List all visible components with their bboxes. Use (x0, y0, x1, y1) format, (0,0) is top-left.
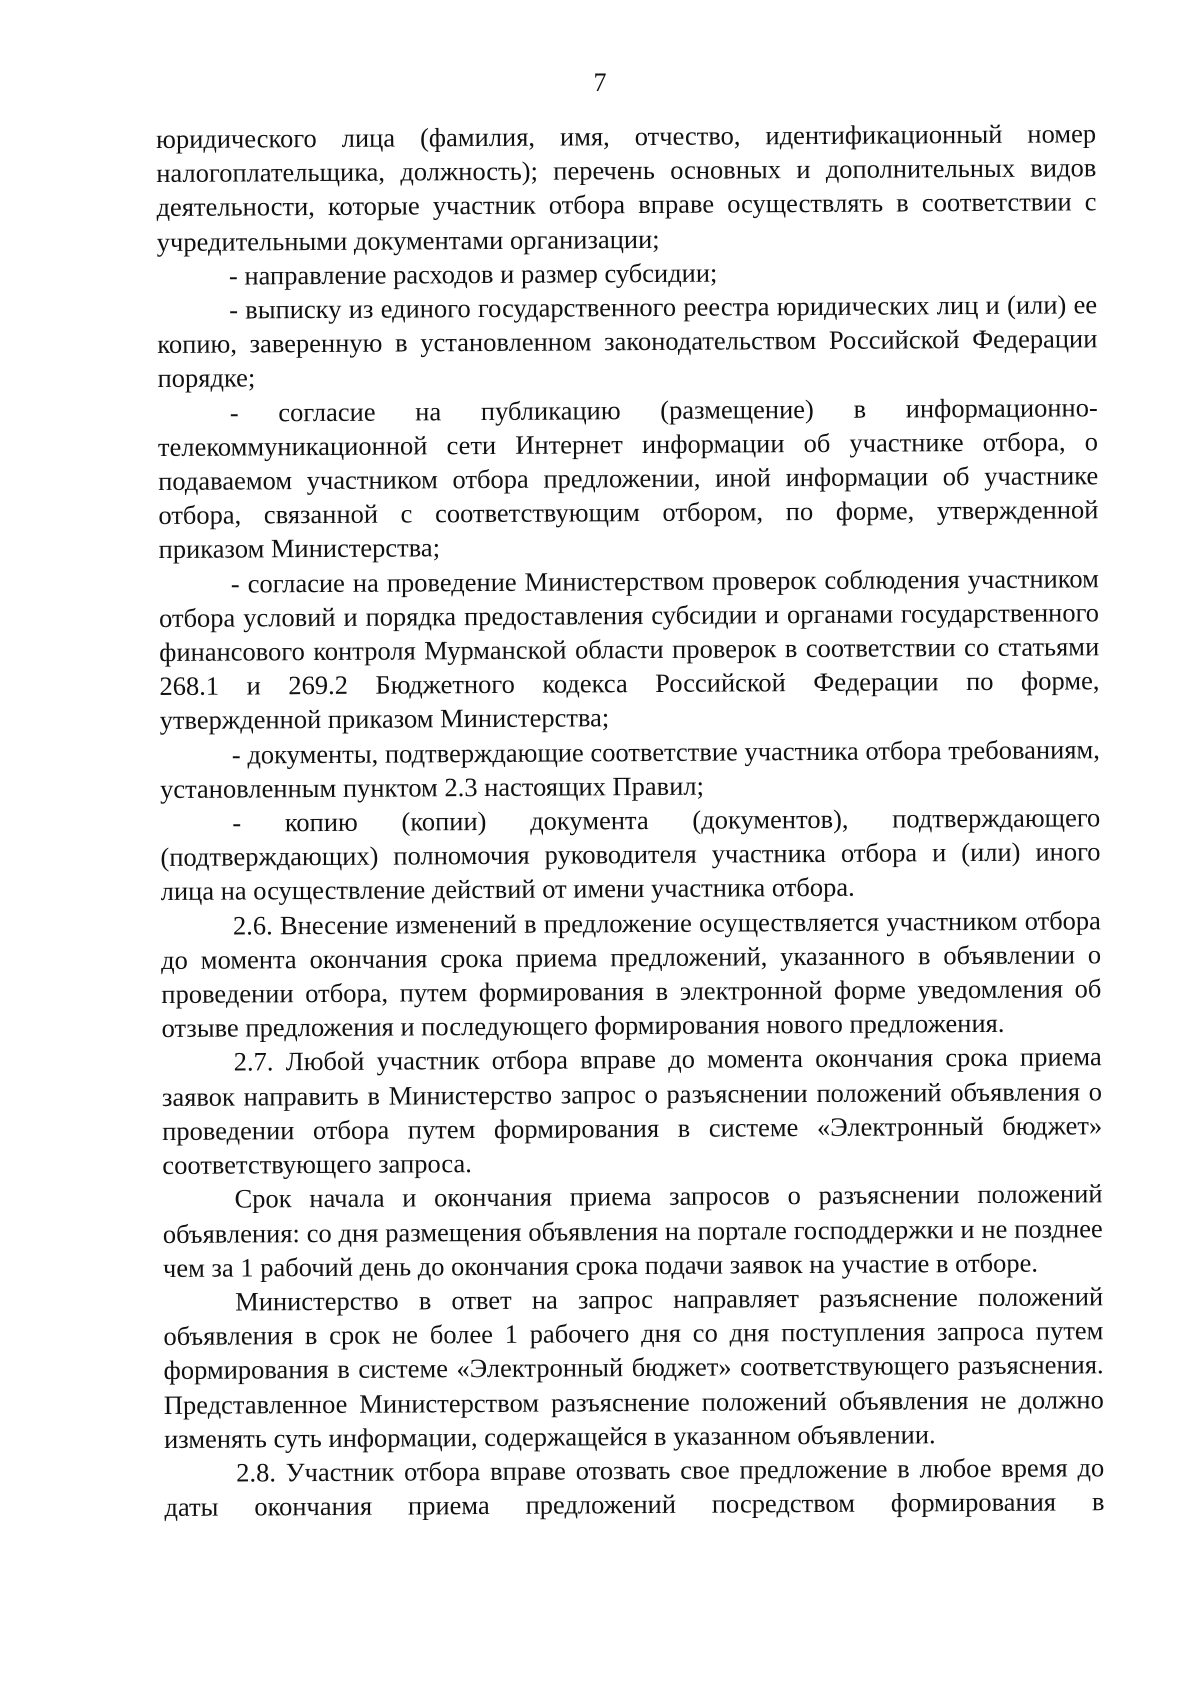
list-item-inspection-consent: - согласие на проведение Министерством проверок соблюдения участником отбора условий и порядка предоставления субсидии и органами государственного финансового контроля Мурманской области проверок в соответствии со статьями 268.1 и 269.2 Бюджетного кодекса Российской Федерации по форме, утвержденной приказом Министерства; (158, 562, 1100, 736)
paragraph-request-period: Срок начала и окончания приема запросов о разъяснении положений объявления: со дня размещения объявления на портале господдержки и не позднее чем за 1 рабочий день до окончания срока подачи заявок на участие в отборе. (162, 1178, 1103, 1283)
list-item-authority-copies: - копию (копии) документа (документов), подтверждающего (подтверждающих) полномочия руководителя участника отбора и (или) иного лица на осуществление действий от имени участника отбора. (160, 802, 1101, 907)
page-number: 7 (593, 68, 607, 97)
paragraph-legal-entity-info: юридического лица (фамилия, имя, отчество, идентификационный номер налогоплательщика, должность); перечень основных и дополнительных видов деятельности, которые участник отбора вправе осуществлять в соответствии с учредительными документами организации; (156, 118, 1097, 257)
document-body (156, 116, 1105, 1524)
list-item-publication-consent: - согласие на публикацию (размещение) в информационно-телекоммуникационной сети Интернет информации об участнике отбора, о подаваемом участником отбора предложении, иной информации об участнике отбора, связанной с соответствующим отбором, по форме, утвержденной приказом Министерства; (157, 391, 1099, 565)
paragraph-2-8: 2.8. Участник отбора вправе отозвать свое предложение в любое время до даты окончания приема предложений посредством формирования в (164, 1452, 1105, 1523)
list-item-expense-direction: - направление расходов и размер субсидии; (228, 257, 718, 291)
list-item-registry-extract: - выписку из единого государственного реестра юридических лиц и (или) ее копию, заверенную в установленном законодательством Российской Федерации порядке; (157, 289, 1098, 394)
paragraph-2-7: 2.7. Любой участник отбора вправе до момента окончания срока приема заявок направить в Министерство запрос о разъяснении положений объявления о проведении отбора путем формирования в системе «Электронный бюджет» соответствующего запроса. (161, 1041, 1103, 1181)
paragraph-2-6: 2.6. Внесение изменений в предложение осуществляется участником отбора до момента окончания срока приема предложений, указанного в объявлении о проведении отбора, путем формирования в электронной форме уведомления об отзыве предложения и последующего формирования нового предложения. (161, 904, 1102, 1044)
paragraph-ministry-response: Министерство в ответ на запрос направляет разъяснение положений объявления в срок не более 1 рабочего дня со дня поступления запроса путем формирования в системе «Электронный бюджет» соответствующего разъяснения. Представленное Министерством разъяснение положений объявления не должно изменять суть информации, содержащейся в указанном объявлении. (163, 1281, 1104, 1454)
list-item-compliance-documents: - документы, подтверждающие соответствие участника отбора требованиям, установленным пунктом 2.3 настоящих Правил; (159, 733, 1100, 804)
